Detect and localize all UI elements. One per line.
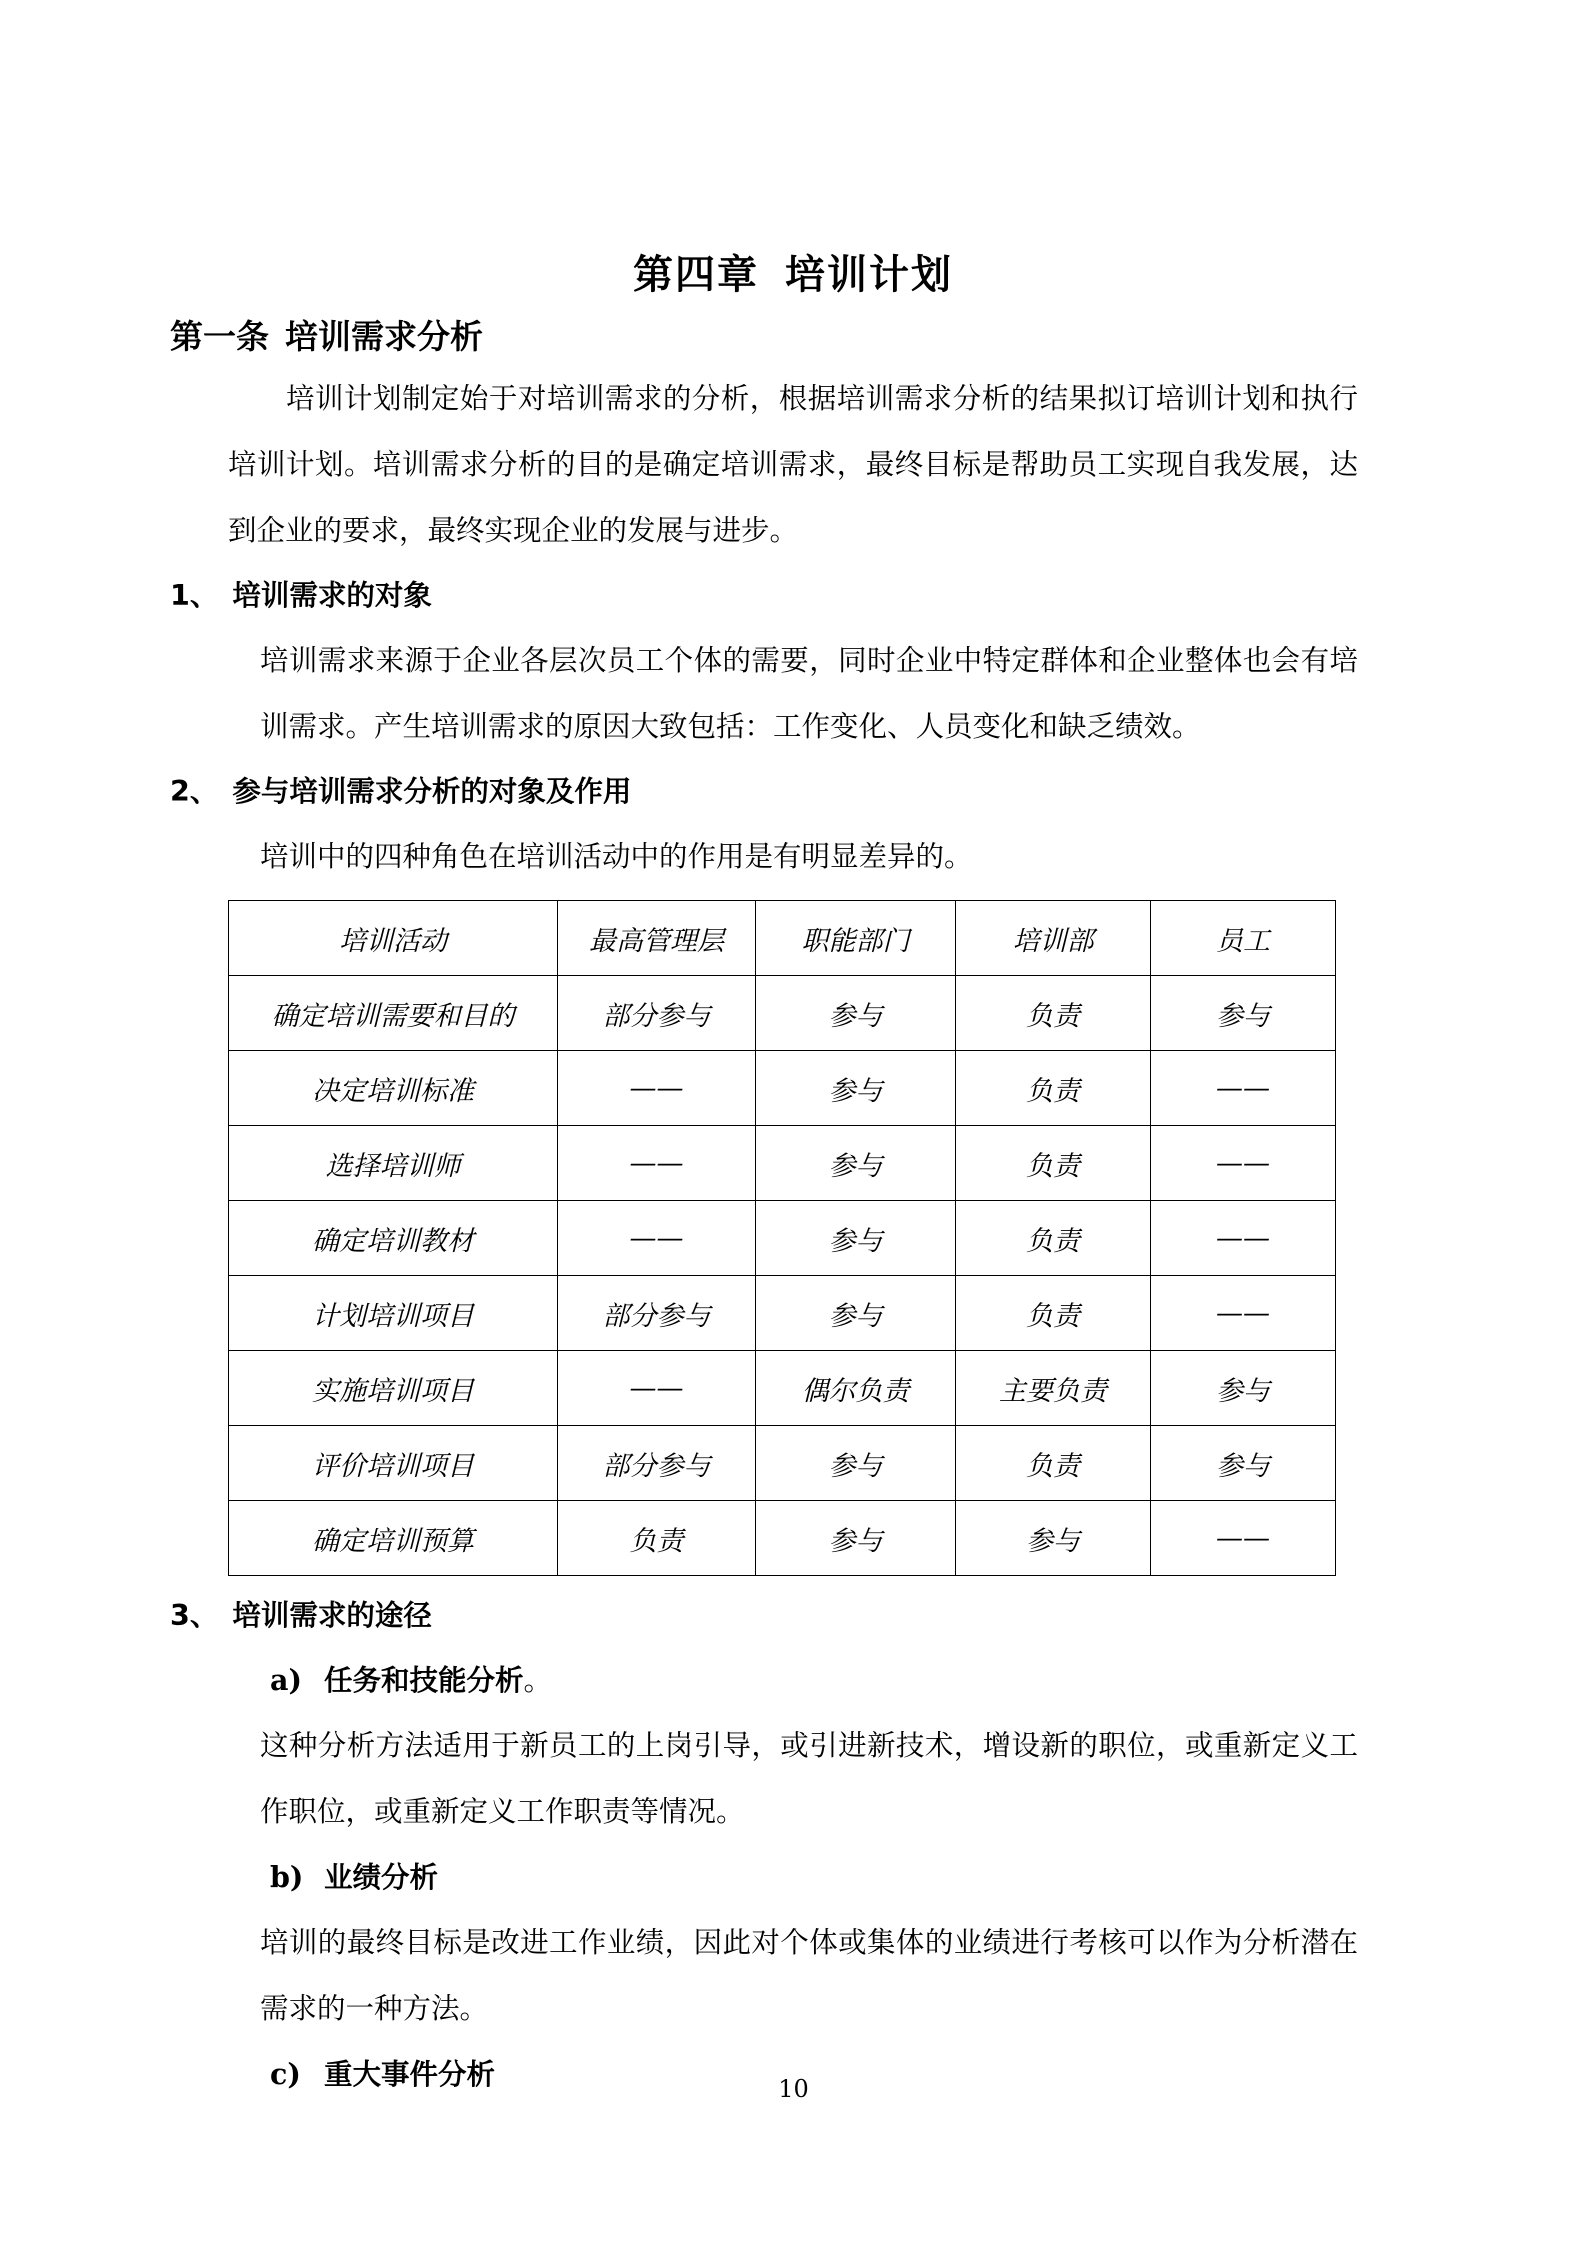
table-cell-activity: 确定培训预算: [229, 1501, 558, 1576]
table-row: [229, 1351, 1336, 1426]
item-marker-1: 1、: [170, 579, 219, 613]
table-cell-training-dept: 负责: [956, 1276, 1151, 1351]
table-cell-training-dept: 负责: [956, 976, 1151, 1051]
table-cell-training-dept: 负责: [956, 1426, 1151, 1501]
item-heading-2: [170, 760, 1358, 824]
table-body: [229, 901, 1336, 1576]
item-body-1: 培训需求来源于企业各层次员工个体的需要，同时企业中特定群体和企业整体也会有培训需求。产生培训需求的原因大致包括：工作变化、人员变化和缺乏绩效。: [260, 644, 1358, 744]
training-roles-table: [228, 900, 1336, 1576]
item-heading-3: [170, 1584, 1358, 1648]
subitem-marker-c: c): [270, 2057, 301, 2092]
table-row: [229, 1276, 1336, 1351]
table-cell-activity: 实施培训项目: [229, 1351, 558, 1426]
table-cell-training-dept: 参与: [956, 1501, 1151, 1576]
table-cell-functional-dept: 参与: [756, 1051, 956, 1126]
table-header-row: [229, 901, 1336, 976]
chapter-title-prefix: 第四章: [633, 252, 759, 298]
item-heading-1: [170, 564, 1358, 628]
table-cell-employee: ——: [1151, 1501, 1336, 1576]
subitem-body-b: 培训的最终目标是改进工作业绩，因此对个体或集体的业绩进行考核可以作为分析潜在需求的一种方法。: [260, 1926, 1358, 2026]
subitem-heading-tail-a: 。: [523, 1664, 553, 1698]
table-cell-training-dept: 负责: [956, 1201, 1151, 1276]
item-heading-text-2: 参与培训需求分析的对象及作用: [232, 775, 632, 809]
table-cell-top-management: ——: [558, 1126, 756, 1201]
subitem-marker-a: a): [270, 1663, 302, 1698]
section-heading-name: 培训需求分析: [285, 317, 483, 356]
table-cell-top-management: 部分参与: [558, 1426, 756, 1501]
item-heading-text-3: 培训需求的途径: [232, 1599, 432, 1633]
table-cell-activity: 评价培训项目: [229, 1426, 558, 1501]
chapter-title-name: 培训计划: [785, 252, 953, 298]
subitem-heading-text-a: 任务和技能分析: [324, 1664, 524, 1698]
table-cell-top-management: ——: [558, 1051, 756, 1126]
table-cell-top-management: 负责: [558, 1501, 756, 1576]
table-cell-functional-dept: 参与: [756, 976, 956, 1051]
table-cell-activity: 确定培训需要和目的: [229, 976, 558, 1051]
table-cell-functional-dept: 参与: [756, 1126, 956, 1201]
table-cell-activity: 选择培训师: [229, 1126, 558, 1201]
section-heading: [170, 314, 1358, 360]
item-marker-2: 2、: [170, 775, 219, 809]
page-number: 10: [778, 2075, 809, 2103]
chapter-title: [228, 250, 1358, 300]
intro-paragraph: 培训计划制定始于对培训需求的分析，根据培训需求分析的结果拟订培训计划和执行培训计划。培训需求分析的目的是确定培训需求，最终目标是帮助员工实现自我发展，达到企业的要求，最终实现企业的发展与进步。: [228, 382, 1358, 548]
table-cell-functional-dept: 参与: [756, 1276, 956, 1351]
table-cell-top-management: ——: [558, 1351, 756, 1426]
table-cell-functional-dept: 偶尔负责: [756, 1351, 956, 1426]
table-cell-training-dept: 负责: [956, 1126, 1151, 1201]
item-body-2: 培训中的四种角色在培训活动中的作用是有明显差异的。: [260, 840, 973, 874]
table-row: [229, 1501, 1336, 1576]
table-cell-employee: 参与: [1151, 1351, 1336, 1426]
table-cell-employee: 参与: [1151, 976, 1336, 1051]
item-heading-text-1: 培训需求的对象: [232, 579, 432, 613]
table-cell-employee: 参与: [1151, 1426, 1336, 1501]
table-header-cell-4: 员工: [1151, 901, 1336, 976]
table-row: [229, 1426, 1336, 1501]
table-row: [229, 1051, 1336, 1126]
subitem-heading-text-b: 业绩分析: [324, 1861, 439, 1895]
table-row: [229, 1126, 1336, 1201]
table-cell-top-management: 部分参与: [558, 1276, 756, 1351]
subitem-heading-b: [270, 1845, 1358, 1910]
table-cell-employee: ——: [1151, 1126, 1336, 1201]
table-cell-top-management: 部分参与: [558, 976, 756, 1051]
table-row: [229, 1201, 1336, 1276]
section-heading-prefix: 第一条: [170, 317, 269, 356]
table-cell-activity: 计划培训项目: [229, 1276, 558, 1351]
item-marker-3: 3、: [170, 1599, 219, 1633]
subitem-heading-text-c: 重大事件分析: [324, 2058, 496, 2092]
page-content: [170, 250, 1358, 2107]
table-cell-employee: ——: [1151, 1201, 1336, 1276]
subitem-marker-b: b): [270, 1860, 304, 1895]
table-row: [229, 976, 1336, 1051]
table-cell-activity: 确定培训教材: [229, 1201, 558, 1276]
table-cell-training-dept: 主要负责: [956, 1351, 1151, 1426]
subitem-body-a: 这种分析方法适用于新员工的上岗引导，或引进新技术，增设新的职位，或重新定义工作职位，或重新定义工作职责等情况。: [260, 1729, 1358, 1829]
table-header-cell-1: 最高管理层: [558, 901, 756, 976]
table-cell-employee: ——: [1151, 1276, 1336, 1351]
table-cell-functional-dept: 参与: [756, 1501, 956, 1576]
table-cell-employee: ——: [1151, 1051, 1336, 1126]
table-cell-functional-dept: 参与: [756, 1201, 956, 1276]
table-cell-functional-dept: 参与: [756, 1426, 956, 1501]
subitem-heading-a: [270, 1648, 1358, 1713]
table-cell-activity: 决定培训标准: [229, 1051, 558, 1126]
table-header-cell-3: 培训部: [956, 901, 1151, 976]
table-cell-top-management: ——: [558, 1201, 756, 1276]
table-header-cell-0: 培训活动: [229, 901, 558, 976]
table-header-cell-2: 职能部门: [756, 901, 956, 976]
table-cell-training-dept: 负责: [956, 1051, 1151, 1126]
